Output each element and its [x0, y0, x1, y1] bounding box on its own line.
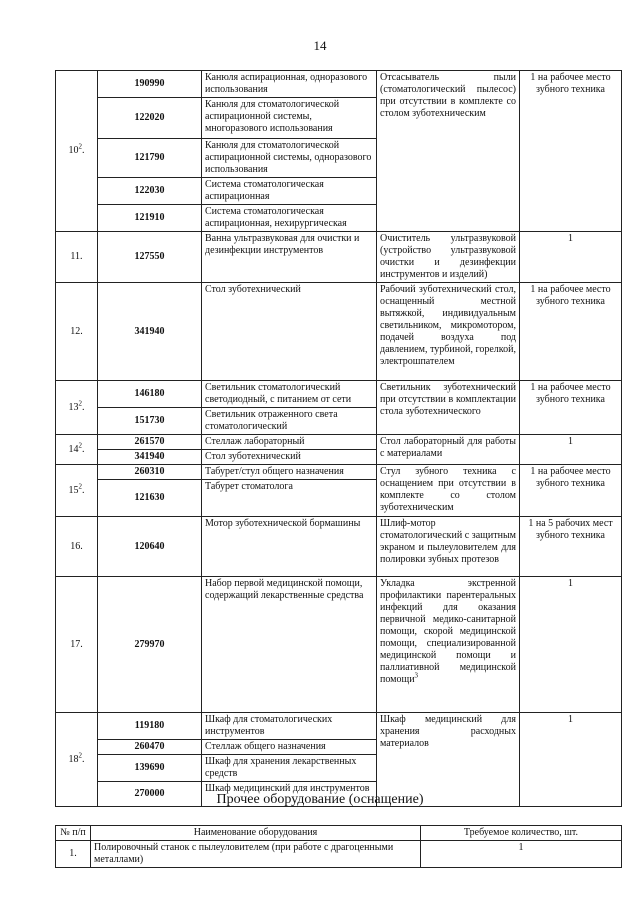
item-name: Светильник стоматологический светодиодный, с питанием от сети: [202, 381, 377, 408]
item-name: Набор первой медицинской помощи, содержащий лекарственные средства: [202, 577, 377, 713]
item-code: 122030: [98, 178, 202, 205]
item-code: 260310: [98, 465, 202, 480]
required-quantity: 1 на рабочее место зубного техника: [520, 71, 622, 232]
required-equipment: Рабочий зуботехнический стол, оснащенный местной вытяжкой, индивидуальным светильником, микромотором, подачей воздуха под давлением, турбиной, горелкой, электрошпателем: [377, 283, 520, 381]
item-code: 122020: [98, 98, 202, 139]
item-name: Стол зуботехнический: [202, 450, 377, 465]
row-number: $18^2$.: [56, 713, 98, 807]
table-row: [56, 517, 622, 577]
row-number: $14^2$.: [56, 435, 98, 465]
item-name: Шкаф для хранения лекарственных средств: [202, 755, 377, 782]
item-code: 341940: [98, 283, 202, 381]
required-equipment: Стол лабораторный для работы с материалами: [377, 435, 520, 465]
header-name: Наименование оборудования: [91, 826, 421, 841]
item-code: 121630: [98, 480, 202, 517]
item-name: Шкаф медицинский для инструментов: [202, 782, 377, 807]
table-row: [56, 232, 622, 283]
other-equipment-heading: Прочее оборудование (оснащение): [216, 792, 424, 807]
required-equipment: Шлиф-мотор стоматологический с защитным экраном и пылеуловителем для полировки зубных протезов: [377, 517, 520, 577]
row-number: 17.: [56, 577, 98, 713]
item-code: 119180: [98, 713, 202, 740]
required-quantity: 1 на рабочее место зубного техника: [520, 283, 622, 381]
item-name: Стол зуботехнический: [202, 283, 377, 381]
required-quantity: 1: [520, 713, 622, 807]
header-no: № п/п: [56, 826, 91, 841]
item-name: Ванна ультразвуковая для очистки и дезинфекции инструментов: [202, 232, 377, 283]
item-code: 139690: [98, 755, 202, 782]
page-number: 14: [313, 38, 327, 53]
item-name: Канюля для стоматологической аспирационной системы, одноразового использования: [202, 139, 377, 178]
item-code: 120640: [98, 517, 202, 577]
required-equipment: Отсасыватель пыли (стоматологический пылесос) при отсутствии в комплекте со столом зуботехническим: [377, 71, 520, 232]
table-row: [56, 841, 622, 868]
item-name: Табурет/стул общего назначения: [202, 465, 377, 480]
equipment-table: [55, 70, 622, 807]
table-row: [56, 71, 622, 98]
item-code: 270000: [98, 782, 202, 807]
required-quantity: 1: [520, 232, 622, 283]
item-name: Система стоматологическая аспирационная: [202, 178, 377, 205]
required-quantity: 1: [520, 577, 622, 713]
item-code: 121790: [98, 139, 202, 178]
other-table-header: [56, 826, 622, 841]
item-code: 190990: [98, 71, 202, 98]
item-name: Светильник отраженного света стоматологический: [202, 408, 377, 435]
required-equipment: Укладка экстренной профилактики парентеральных инфекций для оказания первичной медико-санитарной помощи, скорой медицинской помощи, специализированной медицинской помощи и паллиативной медицинской помощи$^3$: [377, 577, 520, 713]
item-code: 146180: [98, 381, 202, 408]
item-code: 341940: [98, 450, 202, 465]
required-quantity: 1: [520, 435, 622, 465]
row-number: 16.: [56, 517, 98, 577]
row-number: 11.: [56, 232, 98, 283]
item-code: 279970: [98, 577, 202, 713]
item-code: 127550: [98, 232, 202, 283]
item-code: 261570: [98, 435, 202, 450]
table-row: [56, 465, 622, 480]
required-equipment: Очиститель ультразвуковой (устройство ультразвуковой очистки и дезинфекции инструментов и изделий): [377, 232, 520, 283]
required-equipment: Шкаф медицинский для хранения расходных материалов: [377, 713, 520, 807]
item-code: 121910: [98, 205, 202, 232]
item-code: 151730: [98, 408, 202, 435]
required-equipment: Светильник зуботехнический при отсутствии в комплектации стола зуботехнического: [377, 381, 520, 435]
item-name: Табурет стоматолога: [202, 480, 377, 517]
row-number: $10^2$.: [56, 71, 98, 232]
item-name: Мотор зуботехнической бормашины: [202, 517, 377, 577]
table-row: [56, 577, 622, 713]
row-no: 1.: [56, 841, 91, 868]
row-name: Полировочный станок с пылеуловителем (при работе с драгоценными металлами): [91, 841, 421, 868]
item-name: Канюля для стоматологической аспирационной системы, многоразового использования: [202, 98, 377, 139]
row-number: 12.: [56, 283, 98, 381]
item-name: Стеллаж лабораторный: [202, 435, 377, 450]
row-qty: 1: [421, 841, 622, 868]
item-name: Канюля аспирационная, одноразового использования: [202, 71, 377, 98]
row-number: $15^2$.: [56, 465, 98, 517]
table-row: [56, 381, 622, 408]
item-code: 260470: [98, 740, 202, 755]
required-quantity: 1 на рабочее место зубного техника: [520, 381, 622, 435]
item-name: Стеллаж общего назначения: [202, 740, 377, 755]
table-row: [56, 713, 622, 740]
item-name: Шкаф для стоматологических инструментов: [202, 713, 377, 740]
required-equipment: Стул зубного техника с оснащением при отсутствии в комплекте со столом зуботехническим: [377, 465, 520, 517]
table-row: [56, 435, 622, 450]
required-quantity: 1 на 5 рабочих мест зубного техника: [520, 517, 622, 577]
other-equipment-table: [55, 825, 622, 868]
header-qty: Требуемое количество, шт.: [421, 826, 622, 841]
table-row: [56, 283, 622, 381]
item-name: Система стоматологическая аспирационная, нехирургическая: [202, 205, 377, 232]
row-number: $13^2$.: [56, 381, 98, 435]
required-quantity: 1 на рабочее место зубного техника: [520, 465, 622, 517]
